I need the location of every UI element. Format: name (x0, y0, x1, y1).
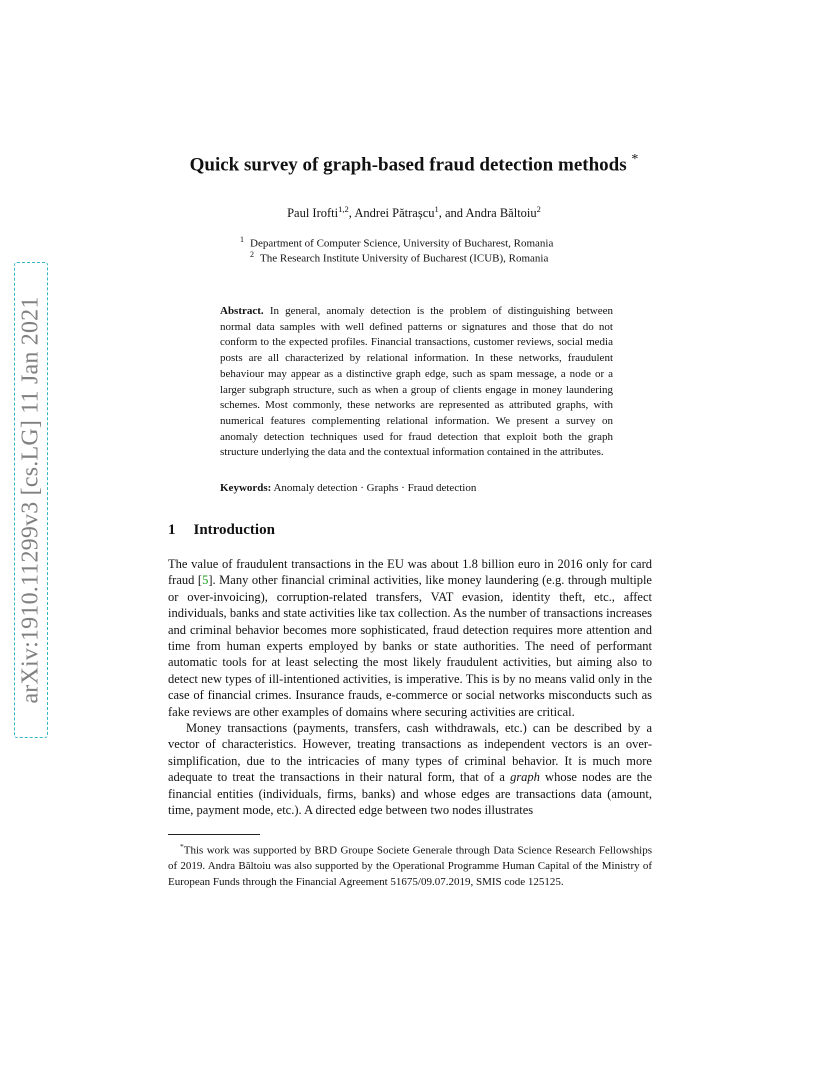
affiliation (250, 250, 610, 265)
paragraph-text: Money transactions (payments, transfers, cash withdrawals, etc.) can be described by a vector of characteristics. However, treating transactions as independent vectors is an over-simplification, due to the intricacies of many types of criminal behavior. It is much more adequate to treat the transactions in their natural form, that of a (168, 721, 652, 785)
affiliation-text: Department of Computer Science, University of Bucharest, Romania (250, 237, 554, 250)
emphasis-text: graph (510, 770, 540, 785)
author-affil-mark: 1 (434, 204, 439, 214)
citation-link[interactable]: 5 (202, 573, 209, 588)
affiliation (240, 235, 600, 250)
abstract-label: Abstract. (220, 305, 264, 317)
author-affil-mark: 1,2 (338, 204, 349, 214)
arxiv-id-label[interactable]: arXiv:1910.11299v3 [cs.LG] 11 Jan 2021 (17, 296, 44, 704)
keywords-label: Keywords: (220, 482, 272, 494)
section-title: Introduction (193, 522, 275, 538)
keywords-text: Anomaly detection · Graphs · Fraud detection (273, 482, 477, 494)
arxiv-stamp[interactable] (14, 262, 48, 738)
author-affil-mark: 2 (536, 204, 541, 214)
abstract-text: In general, anomaly detection is the problem of distinguishing between normal data samples with well defined patterns or signatures and those that do not conform to the expected profiles. Financial transactions, customer reviews, social media posts are all characterized by relational information. In these networks, fraudulent behaviour may appear as a distinctive graph edge, such as spam message, a node or a larger subgraph structure, such as when a group of clients engage in money laundering schemes. Most commonly, these networks are represented as attributed graphs, with numerical features complementing relational information. We present a survey on anomaly detection techniques used for fraud detection that exploit both the graph structure underlying the data and the contextual information contained in the attributes. (220, 305, 613, 459)
paragraph-text: The value of fraudulent transactions in the EU was about 1.8 billion euro in 2016 only for card fraud [ (168, 557, 652, 588)
paper-title (160, 152, 668, 176)
paragraph-text: whose nodes are the financial entities (individuals, firms, banks) and whose edges are transactions data (amount, time, payment mode, etc.). A directed edge between two nodes illustrates (168, 770, 652, 818)
paragraph (168, 720, 652, 818)
title-footnote-mark: * (631, 152, 639, 167)
paragraph-text: ]. Many other financial criminal activities, like money laundering (e.g. through multiple or over-invoicing), corruption-related transfers, VAT evasion, identity theft, etc., affect individuals, banks and state activities like tax collection. As the number of transactions increases and criminal behavior becomes more sophisticated, fraud detection requires more attention and time from human experts employed by banks or state authorities. The need of performant automatic tools for at least selecting the most likely fraudulent activities, but aiming also to detect new types of ill-intentioned activities, is imperative. This is by no means valid only in the case of financial crimes. Insurance frauds, e-commerce or social networks misconducts such as fake reviews are other examples of domains where securing activities are critical. (168, 573, 652, 719)
abstract (220, 304, 613, 461)
body-text (168, 556, 652, 819)
affiliation-text: The Research Institute University of Bucharest (ICUB), Romania (260, 252, 549, 265)
footnote (168, 839, 652, 891)
paragraph (168, 556, 652, 720)
author-name: Andrei Pătrașcu (354, 206, 435, 221)
footnote-text: This work was supported by BRD Groupe Societe Generale through Data Science Research Fellowships of 2019. Andra Băltoiu was also supported by the Operational Programme Human Capital of the Ministry of European Funds through the Financial Agreement 51675/09.07.2019, SMIS code 125125. (168, 844, 652, 889)
footnote-mark: * (180, 842, 184, 851)
footnote-rule (168, 834, 260, 835)
paper-title-text: Quick survey of graph-based fraud detection methods (189, 154, 627, 176)
author-name: Paul Irofti (287, 206, 339, 221)
section-heading (168, 522, 275, 539)
author-separator: , (348, 206, 355, 221)
affiliation-number: 2 (250, 250, 254, 259)
section-number: 1 (168, 522, 176, 538)
author-list (160, 204, 668, 221)
keywords (220, 482, 613, 494)
affiliation-number: 1 (240, 235, 244, 244)
author-separator: , and (438, 206, 466, 221)
author-name: Andra Băltoiu (465, 206, 537, 221)
